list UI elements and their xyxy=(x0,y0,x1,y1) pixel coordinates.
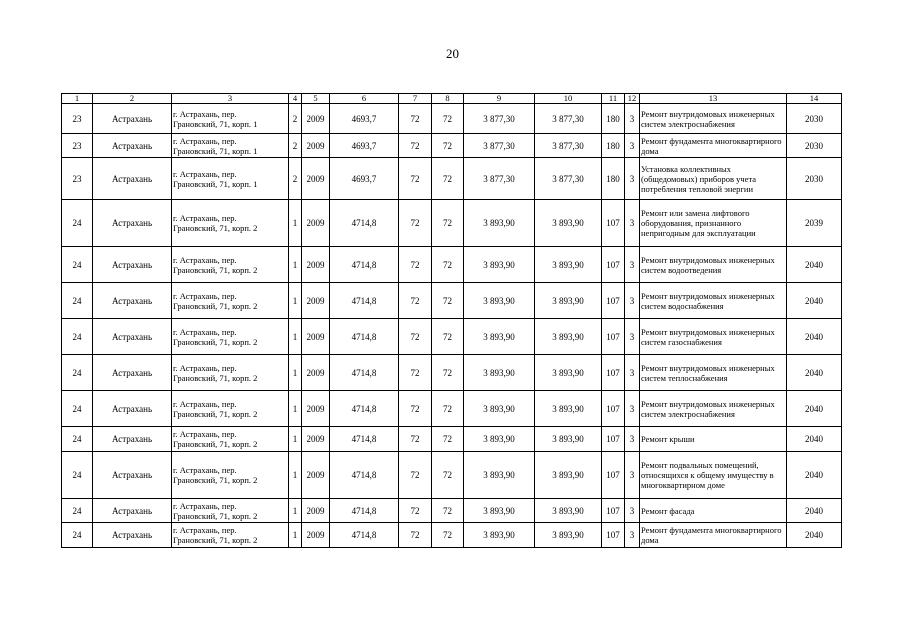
column-header: 3 xyxy=(172,94,289,104)
cell-col10: 3 893,90 xyxy=(535,523,602,548)
address-line-1: г. Астрахань, пер. xyxy=(173,362,237,373)
cell-col11: 107 xyxy=(602,247,625,283)
table-row xyxy=(62,247,842,283)
cell-col10: 3 877,30 xyxy=(535,158,602,200)
cell-col10: 3 893,90 xyxy=(535,283,602,319)
cell-year: 2009 xyxy=(302,283,330,319)
address-line-2: Грановский, 71, корп. 1 xyxy=(173,145,258,156)
column-header: 13 xyxy=(640,94,787,104)
column-header: 10 xyxy=(535,94,602,104)
address-line-2: Грановский, 71, корп. 2 xyxy=(173,300,258,311)
column-header: 11 xyxy=(602,94,625,104)
address-line-1: г. Астрахань, пер. xyxy=(173,135,237,146)
cell-year: 2009 xyxy=(302,319,330,355)
cell-col7: 72 xyxy=(399,355,432,391)
cell-col12: 3 xyxy=(625,523,640,548)
cell-area: 4714,8 xyxy=(330,499,399,523)
cell-col11: 180 xyxy=(602,158,625,200)
cell-term-year: 2040 xyxy=(787,283,842,319)
cell-floors: 1 xyxy=(289,523,302,548)
table-row xyxy=(62,283,842,319)
cell-work-type: Установка коллективных (общедомовых) приборов учета потребления тепловой энергии xyxy=(640,158,787,200)
cell-floors: 2 xyxy=(289,158,302,200)
cell-area: 4714,8 xyxy=(330,200,399,247)
cell-city: Астрахань xyxy=(93,355,172,391)
address-line-2: Грановский, 71, корп. 2 xyxy=(173,223,258,233)
cell-area: 4714,8 xyxy=(330,247,399,283)
cell-col10: 3 877,30 xyxy=(535,104,602,134)
column-header: 12 xyxy=(625,94,640,104)
address-line-2: Грановский, 71, корп. 1 xyxy=(173,118,258,129)
cell-area: 4714,8 xyxy=(330,355,399,391)
cell-work-type: Ремонт или замена лифтового оборудования, признанного непригодным для эксплуатации xyxy=(640,200,787,247)
cell-col12: 3 xyxy=(625,104,640,134)
cell-col7: 72 xyxy=(399,247,432,283)
cell-number: 24 xyxy=(62,283,93,319)
cell-col9: 3 893,90 xyxy=(464,391,535,427)
cell-number: 24 xyxy=(62,319,93,355)
column-header: 5 xyxy=(302,94,330,104)
address-line-1: г. Астрахань, пер. xyxy=(173,500,237,511)
cell-col9: 3 893,90 xyxy=(464,523,535,548)
cell-col8: 72 xyxy=(432,523,464,548)
cell-col11: 180 xyxy=(602,134,625,158)
address-line-1: г. Астрахань, пер. xyxy=(173,398,237,409)
table-body xyxy=(62,104,842,548)
cell-address xyxy=(172,452,289,499)
column-number-header-row xyxy=(62,94,842,104)
address-line-2: Грановский, 71, корп. 2 xyxy=(173,535,258,545)
cell-col9: 3 877,30 xyxy=(464,134,535,158)
cell-col10: 3 877,30 xyxy=(535,134,602,158)
cell-address xyxy=(172,355,289,391)
cell-floors: 1 xyxy=(289,247,302,283)
cell-col9: 3 893,90 xyxy=(464,452,535,499)
cell-city: Астрахань xyxy=(93,158,172,200)
column-header: 4 xyxy=(289,94,302,104)
cell-year: 2009 xyxy=(302,134,330,158)
cell-col11: 107 xyxy=(602,427,625,452)
cell-col7: 72 xyxy=(399,427,432,452)
table-row xyxy=(62,427,842,452)
cell-col9: 3 877,30 xyxy=(464,158,535,200)
cell-area: 4714,8 xyxy=(330,452,399,499)
repair-schedule-table xyxy=(61,93,842,548)
cell-year: 2009 xyxy=(302,427,330,452)
cell-year: 2009 xyxy=(302,355,330,391)
cell-col11: 107 xyxy=(602,283,625,319)
cell-floors: 1 xyxy=(289,391,302,427)
cell-col10: 3 893,90 xyxy=(535,452,602,499)
cell-col10: 3 893,90 xyxy=(535,427,602,452)
cell-number: 23 xyxy=(62,104,93,134)
cell-col8: 72 xyxy=(432,391,464,427)
cell-year: 2009 xyxy=(302,452,330,499)
cell-col8: 72 xyxy=(432,499,464,523)
cell-area: 4714,8 xyxy=(330,523,399,548)
address-line-1: г. Астрахань, пер. xyxy=(173,429,237,439)
cell-city: Астрахань xyxy=(93,319,172,355)
cell-work-type: Ремонт подвальных помещений, относящихся к общему имуществу в многоквартирном доме xyxy=(640,452,787,499)
cell-col8: 72 xyxy=(432,283,464,319)
cell-col11: 107 xyxy=(602,523,625,548)
cell-col7: 72 xyxy=(399,523,432,548)
cell-number: 23 xyxy=(62,134,93,158)
table-row xyxy=(62,391,842,427)
cell-col12: 3 xyxy=(625,247,640,283)
cell-col10: 3 893,90 xyxy=(535,391,602,427)
cell-number: 24 xyxy=(62,355,93,391)
cell-col9: 3 893,90 xyxy=(464,283,535,319)
cell-col8: 72 xyxy=(432,427,464,452)
cell-col12: 3 xyxy=(625,283,640,319)
cell-col12: 3 xyxy=(625,427,640,452)
cell-col10: 3 893,90 xyxy=(535,499,602,523)
table-row xyxy=(62,319,842,355)
cell-number: 24 xyxy=(62,200,93,247)
cell-area: 4714,8 xyxy=(330,427,399,452)
address-line-1: г. Астрахань, пер. xyxy=(173,108,237,119)
cell-term-year: 2040 xyxy=(787,391,842,427)
cell-col11: 107 xyxy=(602,391,625,427)
cell-address xyxy=(172,200,289,247)
address-line-1: г. Астрахань, пер. xyxy=(173,254,237,265)
cell-area: 4714,8 xyxy=(330,391,399,427)
cell-number: 24 xyxy=(62,391,93,427)
cell-address xyxy=(172,319,289,355)
cell-col9: 3 893,90 xyxy=(464,200,535,247)
address-line-1: г. Астрахань, пер. xyxy=(173,525,237,535)
cell-col12: 3 xyxy=(625,319,640,355)
cell-work-type: Ремонт внутридомовых инженерных систем водоснабжения xyxy=(640,283,787,319)
cell-year: 2009 xyxy=(302,104,330,134)
cell-city: Астрахань xyxy=(93,391,172,427)
cell-work-type: Ремонт крыши xyxy=(640,427,787,452)
cell-number: 24 xyxy=(62,499,93,523)
address-line-2: Грановский, 71, корп. 2 xyxy=(173,372,258,383)
cell-term-year: 2030 xyxy=(787,158,842,200)
cell-col11: 107 xyxy=(602,499,625,523)
cell-col11: 107 xyxy=(602,355,625,391)
cell-term-year: 2040 xyxy=(787,355,842,391)
cell-col10: 3 893,90 xyxy=(535,200,602,247)
cell-col8: 72 xyxy=(432,319,464,355)
table-row xyxy=(62,355,842,391)
table-row xyxy=(62,499,842,523)
table-row xyxy=(62,104,842,134)
cell-col7: 72 xyxy=(399,158,432,200)
cell-year: 2009 xyxy=(302,247,330,283)
cell-term-year: 2040 xyxy=(787,427,842,452)
table-row xyxy=(62,134,842,158)
cell-col7: 72 xyxy=(399,391,432,427)
cell-work-type: Ремонт внутридомовых инженерных систем электроснабжения xyxy=(640,391,787,427)
cell-area: 4714,8 xyxy=(330,283,399,319)
page-number: 20 xyxy=(446,46,459,61)
cell-col11: 107 xyxy=(602,452,625,499)
cell-col9: 3 893,90 xyxy=(464,319,535,355)
table-row xyxy=(62,452,842,499)
cell-number: 23 xyxy=(62,158,93,200)
cell-year: 2009 xyxy=(302,523,330,548)
cell-floors: 1 xyxy=(289,319,302,355)
cell-col9: 3 893,90 xyxy=(464,247,535,283)
column-header: 6 xyxy=(330,94,399,104)
cell-col9: 3 893,90 xyxy=(464,499,535,523)
cell-city: Астрахань xyxy=(93,499,172,523)
cell-address xyxy=(172,283,289,319)
cell-address xyxy=(172,427,289,452)
cell-work-type: Ремонт внутридомовых инженерных систем газоснабжения xyxy=(640,319,787,355)
cell-col11: 107 xyxy=(602,200,625,247)
cell-year: 2009 xyxy=(302,158,330,200)
cell-col9: 3 893,90 xyxy=(464,427,535,452)
cell-area: 4693,7 xyxy=(330,158,399,200)
cell-col7: 72 xyxy=(399,283,432,319)
address-line-1: г. Астрахань, пер. xyxy=(173,465,237,475)
cell-col12: 3 xyxy=(625,452,640,499)
table-row xyxy=(62,200,842,247)
cell-address xyxy=(172,158,289,200)
address-line-1: г. Астрахань, пер. xyxy=(173,213,237,223)
cell-col8: 72 xyxy=(432,355,464,391)
cell-city: Астрахань xyxy=(93,523,172,548)
cell-col10: 3 893,90 xyxy=(535,355,602,391)
cell-col7: 72 xyxy=(399,134,432,158)
address-line-2: Грановский, 71, корп. 2 xyxy=(173,475,258,485)
cell-col7: 72 xyxy=(399,499,432,523)
cell-term-year: 2039 xyxy=(787,200,842,247)
cell-city: Астрахань xyxy=(93,200,172,247)
cell-col12: 3 xyxy=(625,355,640,391)
cell-col12: 3 xyxy=(625,391,640,427)
cell-col8: 72 xyxy=(432,134,464,158)
cell-col7: 72 xyxy=(399,452,432,499)
cell-floors: 1 xyxy=(289,355,302,391)
cell-col8: 72 xyxy=(432,247,464,283)
cell-col7: 72 xyxy=(399,104,432,134)
cell-col10: 3 893,90 xyxy=(535,247,602,283)
cell-number: 24 xyxy=(62,427,93,452)
column-header: 1 xyxy=(62,94,93,104)
cell-col12: 3 xyxy=(625,200,640,247)
cell-col8: 72 xyxy=(432,158,464,200)
cell-work-type: Ремонт фундамента многоквартирного дома xyxy=(640,523,787,548)
cell-col9: 3 877,30 xyxy=(464,104,535,134)
cell-work-type: Ремонт фасада xyxy=(640,499,787,523)
cell-city: Астрахань xyxy=(93,427,172,452)
cell-area: 4693,7 xyxy=(330,104,399,134)
cell-col10: 3 893,90 xyxy=(535,319,602,355)
address-line-2: Грановский, 71, корп. 2 xyxy=(173,408,258,419)
cell-address xyxy=(172,523,289,548)
cell-address xyxy=(172,247,289,283)
column-header: 7 xyxy=(399,94,432,104)
cell-term-year: 2030 xyxy=(787,104,842,134)
cell-address xyxy=(172,499,289,523)
cell-term-year: 2040 xyxy=(787,499,842,523)
column-header: 14 xyxy=(787,94,842,104)
cell-year: 2009 xyxy=(302,200,330,247)
cell-floors: 2 xyxy=(289,134,302,158)
cell-year: 2009 xyxy=(302,499,330,523)
table-row xyxy=(62,523,842,548)
address-line-1: г. Астрахань, пер. xyxy=(173,168,237,179)
table-row xyxy=(62,158,842,200)
address-line-2: Грановский, 71, корп. 1 xyxy=(173,178,258,189)
cell-col12: 3 xyxy=(625,499,640,523)
cell-col9: 3 893,90 xyxy=(464,355,535,391)
cell-city: Астрахань xyxy=(93,452,172,499)
cell-col8: 72 xyxy=(432,452,464,499)
cell-city: Астрахань xyxy=(93,247,172,283)
cell-area: 4693,7 xyxy=(330,134,399,158)
address-line-2: Грановский, 71, корп. 2 xyxy=(173,510,258,521)
cell-col12: 3 xyxy=(625,158,640,200)
cell-city: Астрахань xyxy=(93,134,172,158)
cell-col11: 107 xyxy=(602,319,625,355)
cell-city: Астрахань xyxy=(93,104,172,134)
cell-floors: 1 xyxy=(289,452,302,499)
cell-term-year: 2040 xyxy=(787,452,842,499)
cell-address xyxy=(172,391,289,427)
cell-term-year: 2030 xyxy=(787,134,842,158)
cell-col7: 72 xyxy=(399,319,432,355)
cell-col8: 72 xyxy=(432,104,464,134)
address-line-2: Грановский, 71, корп. 2 xyxy=(173,439,258,449)
address-line-2: Грановский, 71, корп. 2 xyxy=(173,264,258,275)
cell-floors: 1 xyxy=(289,283,302,319)
address-line-1: г. Астрахань, пер. xyxy=(173,290,237,301)
cell-area: 4714,8 xyxy=(330,319,399,355)
cell-work-type: Ремонт фундамента многоквартирного дома xyxy=(640,134,787,158)
cell-address xyxy=(172,134,289,158)
cell-floors: 1 xyxy=(289,200,302,247)
address-line-2: Грановский, 71, корп. 2 xyxy=(173,336,258,347)
cell-number: 24 xyxy=(62,523,93,548)
cell-year: 2009 xyxy=(302,391,330,427)
cell-floors: 1 xyxy=(289,427,302,452)
cell-col7: 72 xyxy=(399,200,432,247)
cell-term-year: 2040 xyxy=(787,247,842,283)
cell-term-year: 2040 xyxy=(787,523,842,548)
cell-work-type: Ремонт внутридомовых инженерных систем теплоснабжения xyxy=(640,355,787,391)
cell-col8: 72 xyxy=(432,200,464,247)
cell-address xyxy=(172,104,289,134)
cell-term-year: 2040 xyxy=(787,319,842,355)
cell-floors: 1 xyxy=(289,499,302,523)
cell-col12: 3 xyxy=(625,134,640,158)
column-header: 9 xyxy=(464,94,535,104)
address-line-1: г. Астрахань, пер. xyxy=(173,326,237,337)
column-header: 2 xyxy=(93,94,172,104)
cell-number: 24 xyxy=(62,452,93,499)
cell-col11: 180 xyxy=(602,104,625,134)
cell-city: Астрахань xyxy=(93,283,172,319)
cell-number: 24 xyxy=(62,247,93,283)
cell-work-type: Ремонт внутридомовых инженерных систем водоотведения xyxy=(640,247,787,283)
cell-floors: 2 xyxy=(289,104,302,134)
column-header: 8 xyxy=(432,94,464,104)
cell-work-type: Ремонт внутридомовых инженерных систем электроснабжения xyxy=(640,104,787,134)
